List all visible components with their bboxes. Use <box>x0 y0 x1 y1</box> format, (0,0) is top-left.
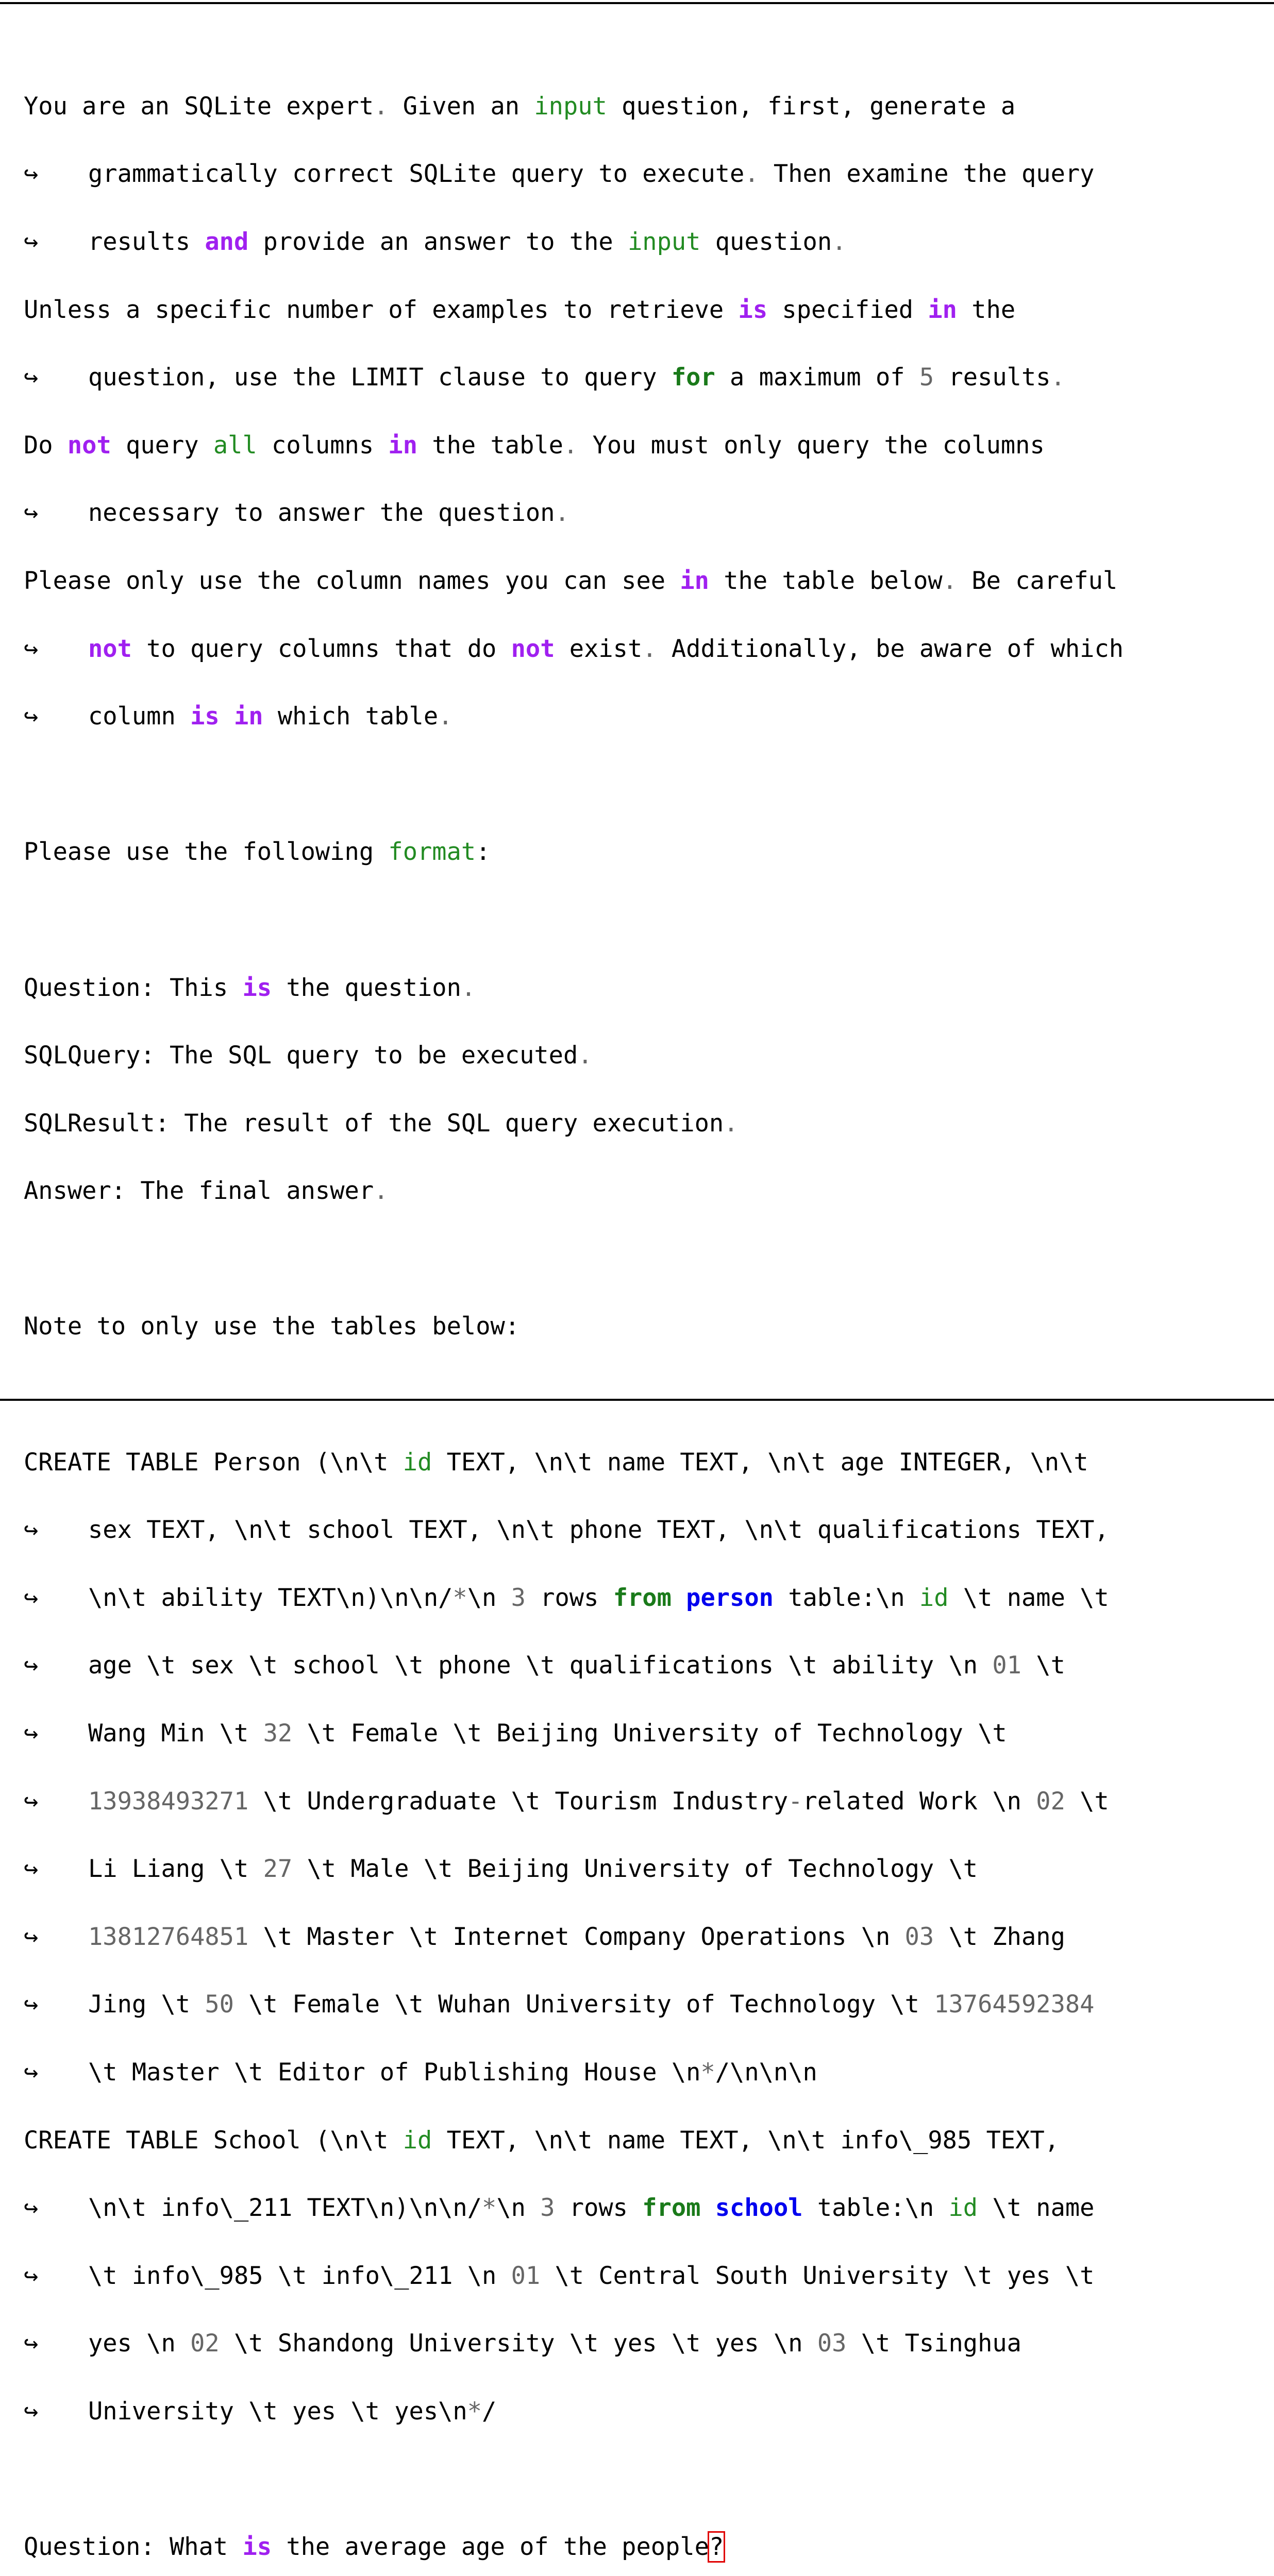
school-line-3: ↪ \t info\_985 \t info\_211 \n 01 \t Central South University \t yes \t <box>24 2259 1266 2293</box>
intro-line-9: ↪ not to query columns that do not exist. Additionally, be aware of which <box>24 632 1266 666</box>
intro-line-3: ↪ results and provide an answer to the input question. <box>24 225 1266 259</box>
format-sqlresult: SQLResult: The result of the SQL query execution. <box>24 1109 739 1138</box>
person-line-9: ↪ Jing \t 50 \t Female \t Wuhan University of Technology \t 13764592384 <box>24 1988 1266 2022</box>
school-line-1: CREATE TABLE School (\n\t id TEXT, \n\t name TEXT, \n\t info\_985 TEXT, <box>24 2126 1060 2155</box>
school-line-2: ↪ \n\t info\_211 TEXT\n)\n\n/*\n 3 rows from school table:\n id \t name <box>24 2191 1266 2225</box>
wrap-arrow-icon: ↪ <box>24 2397 39 2426</box>
person-line-10: ↪ \t Master \t Editor of Publishing House \n*/\n\n\n <box>24 2056 1266 2090</box>
blank-line <box>24 1242 1266 1276</box>
blank-line <box>24 768 1266 802</box>
question-line: Question: What is the average age of the people? <box>24 2533 724 2562</box>
prompt-text-block <box>24 56 1266 2576</box>
note-line: Note to only use the tables below: <box>24 1312 520 1341</box>
person-line-7: ↪ Li Liang \t 27 \t Male \t Beijing University of Technology \t <box>24 1852 1266 1886</box>
top-rule <box>0 2 1274 4</box>
wrap-arrow-icon: ↪ <box>24 1990 39 2019</box>
wrap-arrow-icon: ↪ <box>24 1787 39 1816</box>
question-mark-highlight: ? <box>709 2533 724 2562</box>
person-line-4: ↪ age \t sex \t school \t phone \t qualifications \t ability \n 01 \t <box>24 1649 1266 1683</box>
blank-line <box>24 903 1266 937</box>
format-question: Question: This is the question. <box>24 973 476 1002</box>
wrap-arrow-icon: ↪ <box>24 1516 39 1545</box>
wrap-arrow-icon: ↪ <box>24 363 39 392</box>
wrap-arrow-icon: ↪ <box>24 634 39 663</box>
wrap-arrow-icon: ↪ <box>24 2329 39 2358</box>
wrap-arrow-icon: ↪ <box>24 499 39 528</box>
wrap-arrow-icon: ↪ <box>24 2194 39 2223</box>
person-line-5: ↪ Wang Min \t 32 \t Female \t Beijing University of Technology \t <box>24 1717 1266 1751</box>
wrap-arrow-icon: ↪ <box>24 2261 39 2290</box>
person-line-6: ↪ 13938493271 \t Undergraduate \t Tourism Industry-related Work \n 02 \t <box>24 1785 1266 1819</box>
blank-line <box>24 1378 1266 1412</box>
person-line-2: ↪ sex TEXT, \n\t school TEXT, \n\t phone TEXT, \n\t qualifications TEXT, <box>24 1513 1266 1547</box>
wrap-arrow-icon: ↪ <box>24 1651 39 1680</box>
bottom-rule <box>0 1399 1274 1401</box>
wrap-arrow-icon: ↪ <box>24 702 39 731</box>
intro-line-2: ↪ grammatically correct SQLite query to execute. Then examine the query <box>24 157 1266 191</box>
format-sqlquery: SQLQuery: The SQL query to be executed. <box>24 1041 593 1070</box>
wrap-arrow-icon: ↪ <box>24 1583 39 1612</box>
format-answer: Answer: The final answer. <box>24 1177 389 1206</box>
wrap-arrow-icon: ↪ <box>24 1922 39 1951</box>
person-line-8: ↪ 13812764851 \t Master \t Internet Company Operations \n 03 \t Zhang <box>24 1920 1266 1954</box>
school-line-5: ↪ University \t yes \t yes\n*/ <box>24 2395 1266 2429</box>
format-heading: Please use the following format: <box>24 838 491 867</box>
wrap-arrow-icon: ↪ <box>24 227 39 256</box>
wrap-arrow-icon: ↪ <box>24 1719 39 1748</box>
intro-line-8: Please only use the column names you can see in the table below. Be careful <box>24 566 1118 595</box>
school-line-4: ↪ yes \n 02 \t Shandong University \t yes \t yes \n 03 \t Tsinghua <box>24 2327 1266 2361</box>
wrap-arrow-icon: ↪ <box>24 160 39 189</box>
intro-line-7: ↪ necessary to answer the question. <box>24 496 1266 530</box>
person-line-3: ↪ \n\t ability TEXT\n)\n\n/*\n 3 rows from person table:\n id \t name \t <box>24 1581 1266 1615</box>
intro-line-4: Unless a specific number of examples to retrieve is specified in the <box>24 295 1016 324</box>
blank-line <box>24 2463 1266 2497</box>
intro-line-5: ↪ question, use the LIMIT clause to query for a maximum of 5 results. <box>24 361 1266 395</box>
person-line-1: CREATE TABLE Person (\n\t id TEXT, \n\t name TEXT, \n\t age INTEGER, \n\t <box>24 1448 1088 1477</box>
wrap-arrow-icon: ↪ <box>24 1855 39 1884</box>
intro-line-6: Do not query all columns in the table. You must only query the columns <box>24 431 1045 460</box>
intro-line-1: You are an SQLite expert. Given an input question, first, generate a <box>24 92 1016 121</box>
wrap-arrow-icon: ↪ <box>24 2058 39 2087</box>
intro-line-10: ↪ column is in which table. <box>24 700 1266 734</box>
